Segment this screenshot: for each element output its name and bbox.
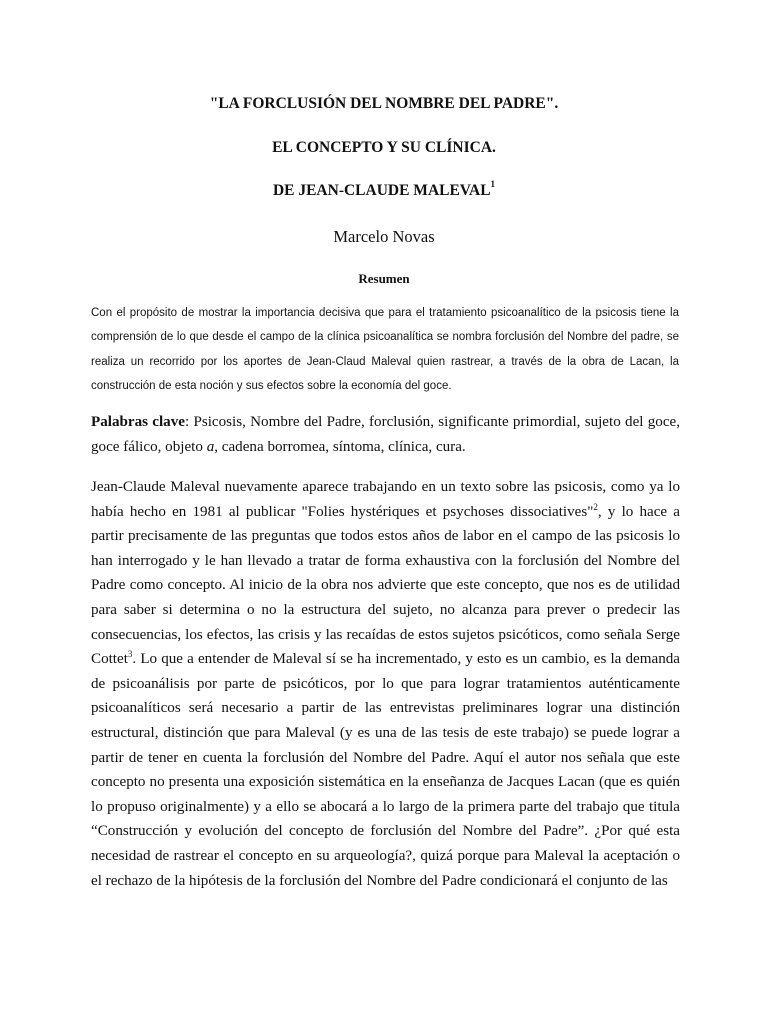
footnote-ref-3[interactable]: 3 <box>127 649 133 660</box>
body-text-3: . Lo que a entender de Maleval sí se ha incrementado, y esto es un cambio, es la demanda de psicoanálisis por parte de psicóticos, por lo que para lograr tratamientos auténticamente psicoanalíticos será necesario a partir de las entrevistas preliminares lograr una distinción estructural, distinción que para Maleval (y es una de las tesis de este trabajo) se puede lograr a partir de tener en cuenta la forclusión del Nombre del Padre. Aquí el autor nos señala que este concepto no presenta una exposición sistemática en la enseñanza de Jacques Lacan (que es quién lo propuso originalmente) y a ello se abocará a lo largo de la primera parte del trabajo que titula “Construcción y evolución del concepto de forclusión del Nombre del Padre”. ¿Por qué esta necesidad de rastrear el concepto en su arqueología?, quizá porque para Maleval la aceptación o el rechazo de la hipótesis de la forclusión del Nombre del Padre condicionará el conjunto de las <box>91 651 680 889</box>
footnote-ref-2[interactable]: 2 <box>593 501 598 512</box>
keywords-text-2: , cadena borromea, síntoma, clínica, cura. <box>214 438 466 455</box>
footnote-ref-1[interactable]: 1 <box>490 178 496 189</box>
author-name: Marcelo Novas <box>333 227 435 246</box>
body-text-2: , y lo hace a partir precisamente de las preguntas que todos estos años de labor en el campo de las psicosis lo han interrogado y le han llevado a tratar de forma exhaustiva con la forclusión del Nombre del Padre como concepto. Al inicio de la obra nos advierte que este concepto, que nos es de utilidad para saber si determina o no la estructura del sujeto, no alcanza para prever o predecir las consecuencias, los efectos, las crisis y las recaídas de estos sujetos psicóticos, como señala Serge Cottet <box>91 503 681 668</box>
body-text-1: Jean-Claude Maleval nuevamente aparece trabajando en un texto sobre las psicosis, como ya lo había hecho en 1981 al publicar "Folies hystériques et psychoses dissociatives" <box>91 479 680 520</box>
title-line-3-text: DE JEAN-CLAUDE MALEVAL <box>272 182 491 199</box>
keywords-text-1: : Psicosis, Nombre del Padre, forclusión, significante primordial, sujeto del goce, goce fálico, objeto <box>91 414 680 455</box>
title-line-2: EL CONCEPTO Y SU CLÍNICA. <box>272 139 496 156</box>
title-line-1: "LA FORCLUSIÓN DEL NOMBRE DEL PADRE". <box>209 95 559 112</box>
keywords-italic: a <box>206 438 215 455</box>
body-paragraph <box>91 475 680 893</box>
keywords-label: Palabras clave <box>91 414 185 430</box>
keywords-paragraph <box>91 410 680 459</box>
abstract-heading: Resumen <box>358 271 410 286</box>
title-line-3 <box>0 178 768 200</box>
abstract-text: Con el propósito de mostrar la importancia decisiva que para el tratamiento psicoanalítico de la psicosis tiene la comprensión de lo que desde el campo de la clínica psicoanalítica se nombra forclusión del Nombre del padre, se realiza un recorrido por los aportes de Jean-Claud Maleval quien rastrear, a través de la obra de Lacan, la construcción de esta noción y sus efectos sobre la economía del goce. <box>91 307 679 392</box>
